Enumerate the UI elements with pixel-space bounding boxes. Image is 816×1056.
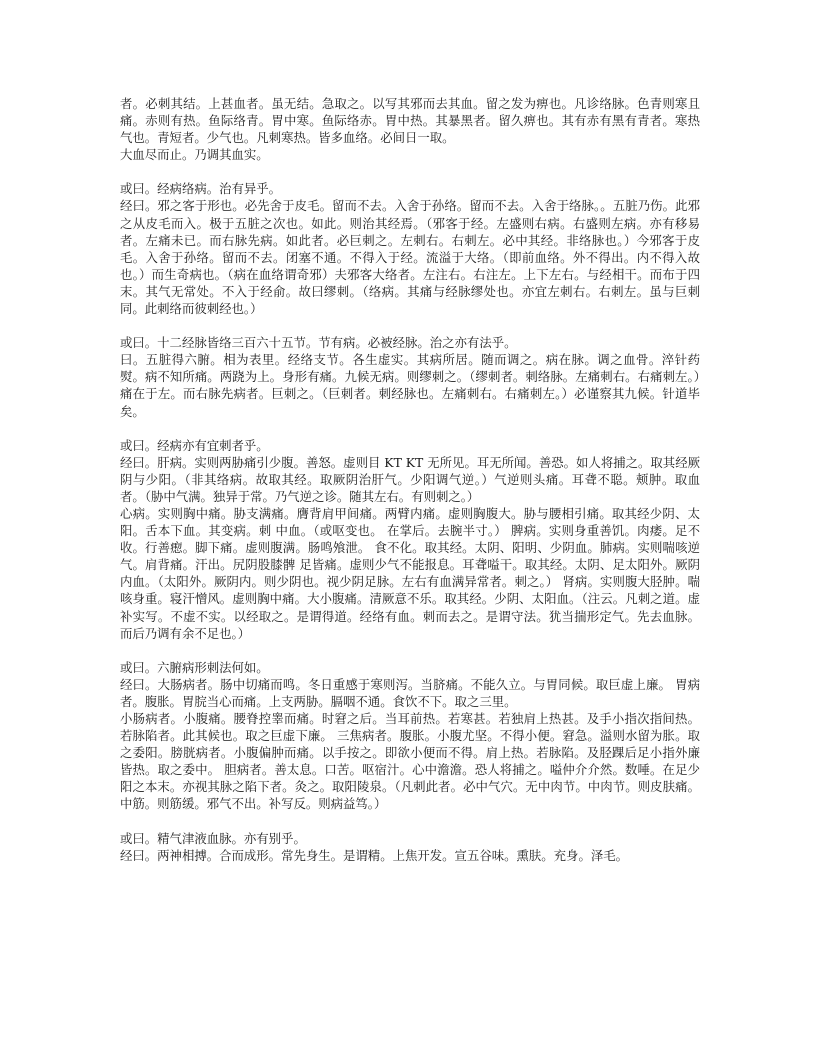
answer-large-intestine-stomach: 经曰。大肠病者。肠中切痛而鸣。冬日重感于寒则泻。当脐痛。不能久立。与胃同候。取巨虚上廉。 胃病者。腹胀。胃脘当心而痛。上支两胁。膈咽不通。食饮不下。取之三里。: [120, 676, 700, 709]
question-essence-fluids: 或曰。精气津液血脉。亦有别乎。: [120, 830, 306, 846]
answer-essence: 经曰。两神相搏。合而成形。常先身生。是谓精。上焦开发。宣五谷味。熏肤。充身。泽毛。: [120, 847, 629, 863]
answer-ju-ci: 曰。五脏得六腑。相为表里。经络支节。各生虚实。其病所居。随而调之。病在脉。调之血骨。淬针药熨。病不知所痛。两跷为上。身形有痛。九候无病。则缪刺之。（缪刺者。刺络脉。左痛刺右。右痛刺左。）痛在于左。而右脉先病者。巨刺之。（巨刺者。刺经脉也。左痛刺右。右痛刺左。）必谨察其九候。针道毕矣。: [120, 352, 700, 419]
answer-liver-disease: 经曰。肝病。实则两胁痛引少腹。善怒。虚则目 KT KT 无所见。耳无所闻。善恐。如人将捕之。取其经厥阴与少阳。（非其络病。故取其经。取厥阴治肝气。少阳调气逆。）气逆则头痛。耳聋不聪。颊肿。取血者。（胁中气满。独异于常。乃气逆之诊。随其左右。有则刺之。）: [120, 454, 700, 504]
question-jing-bing-ci: 或曰。经病亦有宜刺者乎。: [120, 437, 269, 453]
answer-miu-ci: 经曰。邪之客于形也。必先舍于皮毛。留而不去。入舍于孙络。留而不去。入舍于络脉。。五脏乃伤。此邪之从皮毛而入。极于五脏之次也。如此。则治其经焉。（邪客于经。左盛则右病。右盛则左病。亦有移易者。左痛未已。而右脉先病。如此者。必巨刺之。左刺右。右刺左。必中其经。非络脉也。）今邪客于皮毛。入舍于孙络。留而不去。闭塞不通。不得入于经。流溢于大络。（即前血络。外不得出。内不得入故也。）而生奇病也。（病在血络谓奇邪）夫邪客大络者。左注右。右注左。上下左右。与经相干。而布于四末。其气无常处。不入于经俞。故曰缪刺。（络病。其痛与经脉缪处也。亦宜左刺右。右刺左。虽与巨刺同。此刺络而彼刺经也。）: [120, 198, 700, 317]
paragraph-gap: [120, 420, 700, 437]
paragraph-gap: [120, 163, 700, 180]
answer-small-intestine-gallbladder: 小肠病者。小腹痛。腰脊控睾而痛。时窘之后。当耳前热。若寒甚。若独肩上热甚。及手小指次指间热。若脉陷者。此其候也。取之巨虚下廉。 三焦病者。腹胀。小腹尤坚。不得小便。窘急。溢则水留为胀。取之委阳。膀胱病者。小腹偏肿而痛。以手按之。即欲小便而不得。肩上热。若脉陷。及胫踝后足小指外廉皆热。取之委中。 胆病者。善太息。口苦。呕宿汁。心中澹澹。恐人将捕之。嗌仲介介然。数唾。在足少阳之本末。亦视其脉之陷下者。灸之。取阳陵泉。（凡刺此者。必中气穴。无中肉节。中肉节。则皮肤痛。中筋。则筋缓。邪气不出。补写反。则病益笃。）: [120, 711, 700, 812]
paragraph-gap: [120, 317, 700, 334]
question-twelve-meridians: 或曰。十二经脉皆络三百六十五节。节有病。必被经脉。治之亦有法乎。: [120, 335, 517, 351]
document-body: [120, 95, 700, 864]
paragraph-luo-diagnosis: 者。必刺其结。上甚血者。虽无结。急取之。以写其邪而去其血。留之发为痹也。凡诊络脉。色青则寒且痛。赤则有热。鱼际络青。胃中寒。鱼际络赤。胃中热。其暴黑者。留久痹也。其有赤有黑有青者。寒热气也。青短者。少气也。凡刺寒热。皆多血络。必间日一取。: [120, 96, 700, 146]
question-jing-luo: 或曰。经病络病。治有异乎。: [120, 181, 282, 197]
question-six-fu: 或曰。六腑病形刺法何如。: [120, 659, 269, 675]
answer-heart-spleen-lung-kidney: 心病。实则胸中痛。胁支满痛。膺背肩甲间痛。两臂内痛。虚则胸腹大。胁与腰相引痛。取其经少阴、太阳。舌本下血。其变病。刺 中血。（或呕变也。 在掌后。去腕半寸。） 脾病。实则身重善饥。肉痿。足不收。行善瘛。脚下痛。虚则腹满。肠鸣飧泄。 食不化。取其经。太阴、阳明、少阴血。肺病。实则喘咳逆气。肩背痛。汗出。尻阴股膝髀 足皆痛。虚则少气不能报息。耳聋嗌干。取其经。太阴、足太阳外。厥阴内血。（太阳外。厥阴内。则少阴也。视少阴足脉。左右有血满异常者。刺之。） 肾病。实则腹大胫肿。喘咳身重。寝汗憎风。虚则胸中痛。大小腹痛。清厥意不乐。取其经。少阴、太阳血。（注云。凡刺之道。虚补实写。不虚不实。以经取之。是谓得道。经络有血。刺而去之。是谓守法。犹当揣形定气。先去血脉。而后乃调有余不足也。）: [120, 505, 700, 641]
paragraph-blood-end: 大血尽而止。乃调其血实。: [120, 147, 269, 163]
paragraph-gap: [120, 813, 700, 830]
paragraph-gap: [120, 642, 700, 659]
